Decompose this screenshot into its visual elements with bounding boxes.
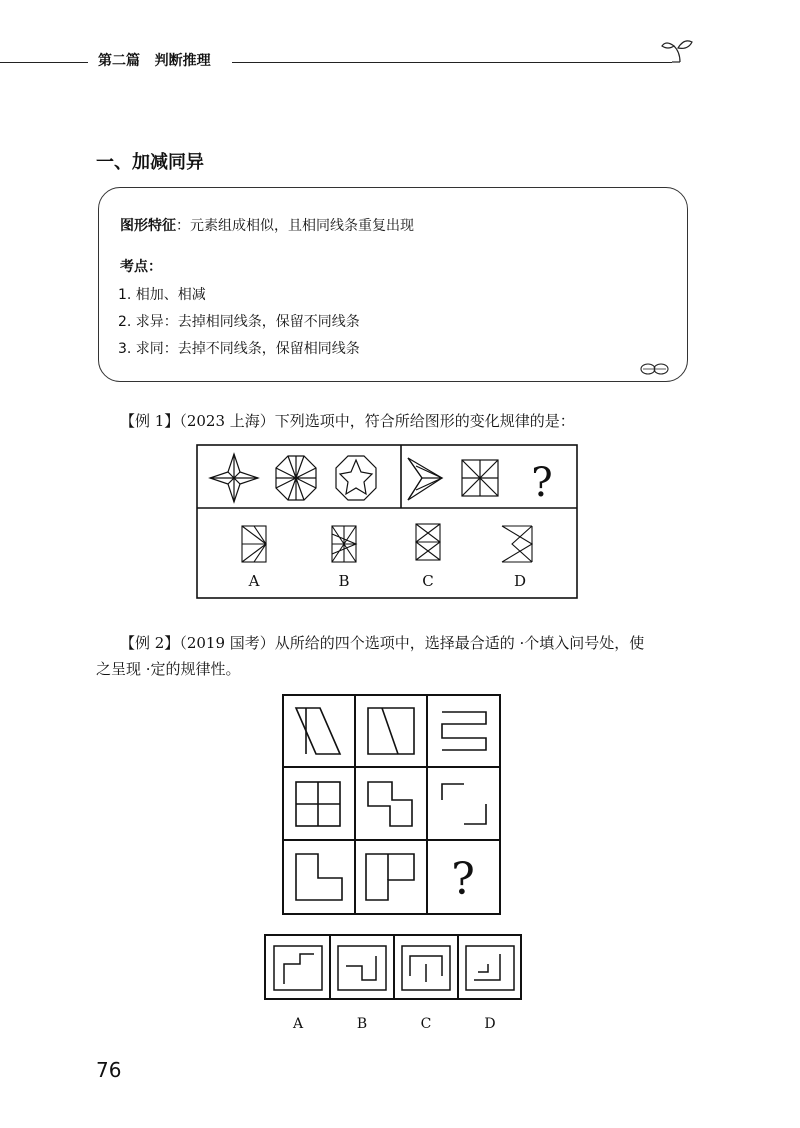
header-chapter: 判断推理 — [154, 53, 211, 69]
header-title — [98, 50, 211, 70]
example2-cell-5-figure — [368, 782, 412, 826]
example1-option-d-figure — [502, 526, 532, 562]
example2-cell-7-figure — [296, 854, 342, 900]
example2-cell-2-figure — [368, 708, 414, 754]
example2-option-d-label: D — [484, 1016, 496, 1032]
point-3: 3. 求同：去掉不同线条，保留相同线条 — [118, 341, 360, 357]
header-rule-right — [232, 62, 672, 63]
feature-text: ：元素组成相似，且相同线条重复出现 — [176, 218, 414, 234]
example1-label: 【例 1】 — [120, 412, 180, 430]
example2-cell-6-figure — [442, 784, 486, 824]
example2-option-c-label: C — [420, 1016, 432, 1032]
example1-octagon-star-figure — [336, 456, 376, 500]
example2-question-line2: 之呈现 ·定的规律性。 — [96, 660, 241, 678]
page-number: 76 — [96, 1058, 122, 1082]
example1-option-c-figure — [416, 524, 440, 560]
example1-arrow-figure — [408, 458, 442, 500]
example2-option-a-figure — [274, 946, 322, 990]
example1-question-mark: ? — [531, 460, 553, 506]
example1-option-b-figure — [332, 526, 356, 562]
example2-option-c-figure — [402, 946, 450, 990]
header-part: 第二篇 — [98, 53, 140, 69]
feature-line — [120, 215, 414, 235]
example1-octagon-figure — [276, 456, 316, 500]
example2-label: 【例 2】 — [120, 634, 180, 652]
example2-option-b-label: B — [356, 1016, 368, 1032]
example1-option-d-label: D — [513, 572, 527, 590]
points-label: 考点： — [120, 259, 162, 275]
example1-source: （2023 上海） — [179, 412, 275, 430]
sprout-icon — [660, 36, 700, 66]
leaf-ornament-icon — [640, 362, 670, 376]
example1-option-b-label: B — [338, 572, 350, 590]
example2-cell-4-figure — [296, 782, 340, 826]
example2-options — [264, 934, 524, 1034]
header-rule-left — [0, 62, 88, 63]
point-1: 1. 相加、相减 — [118, 287, 206, 303]
example2-option-b-figure — [338, 946, 386, 990]
example2-question-mark: ? — [451, 854, 475, 905]
example1-figure — [196, 444, 578, 600]
example1-square-figure — [462, 460, 498, 496]
example2-source: （2019 国考） — [179, 634, 275, 652]
example2-cell-8-figure — [366, 854, 414, 900]
point-2: 2. 求异：去掉相同线条，保留不同线条 — [118, 314, 360, 330]
example1-star4-figure — [210, 454, 258, 502]
example1-option-a-label: A — [248, 572, 260, 590]
example2-option-a-label: A — [292, 1016, 304, 1032]
example1-text: 下列选项中，符合所给图形的变化规律的是： — [274, 412, 575, 430]
example1-option-c-label: C — [422, 572, 434, 590]
example2-cell-3-figure — [442, 712, 486, 750]
example1-question — [120, 410, 575, 431]
example1-option-a-figure — [242, 526, 266, 562]
section-title: 一、加减同异 — [96, 152, 204, 173]
example2-option-d-figure — [466, 946, 514, 990]
example2-question-line1 — [120, 632, 644, 653]
example2-grid — [282, 694, 502, 916]
example2-text-line1: 从所给的四个选项中，选择最合适的 ·个填入问号处，使 — [274, 634, 645, 652]
feature-label: 图形特征 — [120, 218, 176, 234]
example2-cell-1-figure — [296, 708, 340, 754]
